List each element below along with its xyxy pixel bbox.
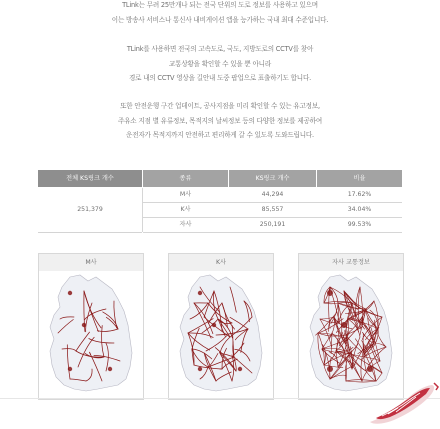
header-ratio: 비율 bbox=[317, 170, 402, 187]
row-ratio: 34.04% bbox=[317, 203, 402, 217]
intro-paragraph-1 bbox=[0, 0, 440, 27]
row-count: 85,557 bbox=[229, 203, 316, 217]
city-cluster bbox=[327, 290, 333, 296]
intro-line: 주유소 지점 별 유류정보, 목적지의 날씨정보 등의 다양한 정보를 제공하여 bbox=[0, 114, 440, 129]
intro-line: 경로 내의 CCTV 영상을 길안내 도중 팝업으로 표출하기도 합니다. bbox=[0, 71, 440, 86]
korea-map-logo bbox=[362, 378, 440, 425]
city-cluster bbox=[212, 323, 216, 327]
korea-road-map bbox=[170, 273, 272, 399]
map-label: 자사 교통정보 bbox=[299, 254, 403, 271]
intro-line: TLink는 무려 25만개나 되는 전국 단위의 도로 정보를 사용하고 있으며 bbox=[0, 0, 440, 13]
row-ratio: 99.53% bbox=[317, 218, 402, 232]
header-type: 종류 bbox=[143, 170, 228, 187]
row-count: 44,294 bbox=[229, 188, 316, 202]
row-type: M사 bbox=[143, 188, 228, 202]
ks-link-table bbox=[38, 170, 402, 232]
table-row bbox=[143, 218, 402, 233]
city-cluster bbox=[198, 291, 202, 295]
intro-line: 교통상황을 확인할 수 있을 뿐 아니라 bbox=[0, 57, 440, 72]
intro-line: TLink를 사용하면 전국의 고속도로, 국도, 지방도로의 CCTV를 찾아 bbox=[0, 42, 440, 57]
header-link-count: KS링크 개수 bbox=[229, 170, 316, 187]
intro-line: 또한 안전운행 구간 업데이트, 공사지점을 미리 확인할 수 있는 유고정보, bbox=[0, 99, 440, 114]
city-cluster bbox=[341, 322, 347, 328]
city-cluster bbox=[68, 367, 72, 371]
intro-line: 운전자가 목적지까지 안전하고 편리하게 갈 수 있도록 도와드립니다. bbox=[0, 128, 440, 143]
intro-paragraph-3 bbox=[0, 99, 440, 143]
map-card-m bbox=[38, 253, 144, 400]
total-link-count: 251,379 bbox=[38, 188, 142, 233]
map-label: K사 bbox=[169, 254, 273, 271]
city-cluster bbox=[198, 367, 202, 371]
city-cluster bbox=[68, 291, 72, 295]
city-cluster bbox=[367, 366, 373, 372]
city-cluster bbox=[327, 366, 333, 372]
row-type: 자사 bbox=[143, 218, 228, 232]
row-type: K사 bbox=[143, 203, 228, 217]
row-count: 250,191 bbox=[229, 218, 316, 232]
road-line bbox=[90, 353, 91, 355]
map-card-k bbox=[168, 253, 274, 400]
table-row bbox=[143, 203, 402, 218]
city-cluster bbox=[82, 323, 86, 327]
intro-paragraph-2 bbox=[0, 42, 440, 86]
city-cluster bbox=[238, 367, 242, 371]
map-label: M사 bbox=[39, 254, 143, 271]
intro-line: 이는 방송사 서비스나 통신사 내비게이션 앱을 능가하는 국내 최대 수준입니다. bbox=[0, 13, 440, 28]
korea-road-map bbox=[40, 273, 142, 399]
table-row bbox=[143, 188, 402, 203]
city-cluster bbox=[108, 367, 112, 371]
row-ratio: 17.62% bbox=[317, 188, 402, 202]
header-total-links: 전체 KS링크 개수 bbox=[38, 170, 142, 187]
